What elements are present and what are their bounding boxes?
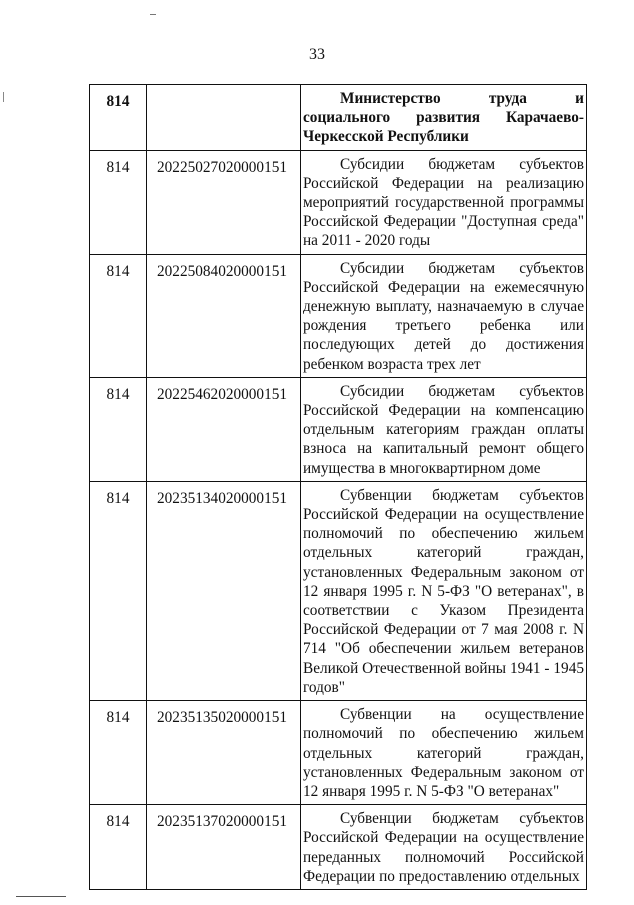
table-row: [90, 254, 587, 377]
revenue-name-cell: Субсидии бюджетам субъектов Российской Федерации на компенсацию отдельным категориям граждан оплаты взноса на капитальный ремонт общего имущества в многоквартирном доме: [301, 377, 587, 481]
revenue-name-cell: Субвенции бюджетам субъектов Российской Федерации на осуществление полномочий по обеспечению жильем отдельных категорий граждан, установленных Федеральным законом от 12 января 1995 г. N 5-ФЗ "О ветеранах", в соответствии с Указом Президента Российской Федерации от 7 мая 2008 г. N 714 "Об обеспечении жильем ветеранов Великой Отечественной войны 1941 - 1945 годов": [301, 481, 587, 700]
table-row: [90, 85, 587, 151]
revenue-codes-table: [89, 84, 587, 890]
page-number: 33: [309, 46, 325, 63]
admin-code-cell: 814: [90, 150, 147, 254]
table-row: [90, 701, 587, 805]
budget-code-cell: 20225084020000151: [147, 254, 301, 377]
budget-code-cell: 20235137020000151: [147, 805, 301, 890]
budget-code-cell: 20235135020000151: [147, 701, 301, 805]
revenue-name-cell: Субвенции бюджетам субъектов Российской Федерации на осуществление переданных полномочий Российской Федерации по предоставлению отдельных: [301, 805, 587, 890]
admin-code-cell: 814: [90, 805, 147, 890]
table-row: [90, 150, 587, 254]
admin-code-cell: 814: [90, 481, 147, 700]
table-row: [90, 481, 587, 700]
admin-code-cell: 814: [90, 377, 147, 481]
table-row: [90, 377, 587, 481]
admin-code-cell: 814: [90, 254, 147, 377]
scan-mark-top: [150, 14, 156, 15]
admin-code-cell: 814: [90, 85, 147, 151]
revenue-name-cell: Субсидии бюджетам субъектов Российской Федерации на реализацию мероприятий государственной программы Российской Федерации "Доступная среда" на 2011 - 2020 годы: [301, 150, 587, 254]
budget-code-cell: 20225027020000151: [147, 150, 301, 254]
revenue-name-cell: Субсидии бюджетам субъектов Российской Федерации на ежемесячную денежную выплату, назначаемую в случае рождения третьего ребенка или последующих детей до достижения ребенком возраста трех лет: [301, 254, 587, 377]
budget-code-cell: [147, 85, 301, 151]
admin-code-cell: 814: [90, 701, 147, 805]
scan-mark-left: [3, 92, 4, 102]
budget-code-cell: 20235134020000151: [147, 481, 301, 700]
table-row: [90, 805, 587, 890]
budget-code-cell: 20225462020000151: [147, 377, 301, 481]
revenue-name-cell: Субвенции на осуществление полномочий по обеспечению жильем отдельных категорий граждан, установленных Федеральным законом от 12 января 1995 г. N 5-ФЗ "О ветеранах": [301, 701, 587, 805]
scan-mark-bottom: [16, 896, 66, 897]
ministry-name-cell: Министерство труда и социального развития Карачаево-Черкесской Республики: [301, 85, 587, 151]
